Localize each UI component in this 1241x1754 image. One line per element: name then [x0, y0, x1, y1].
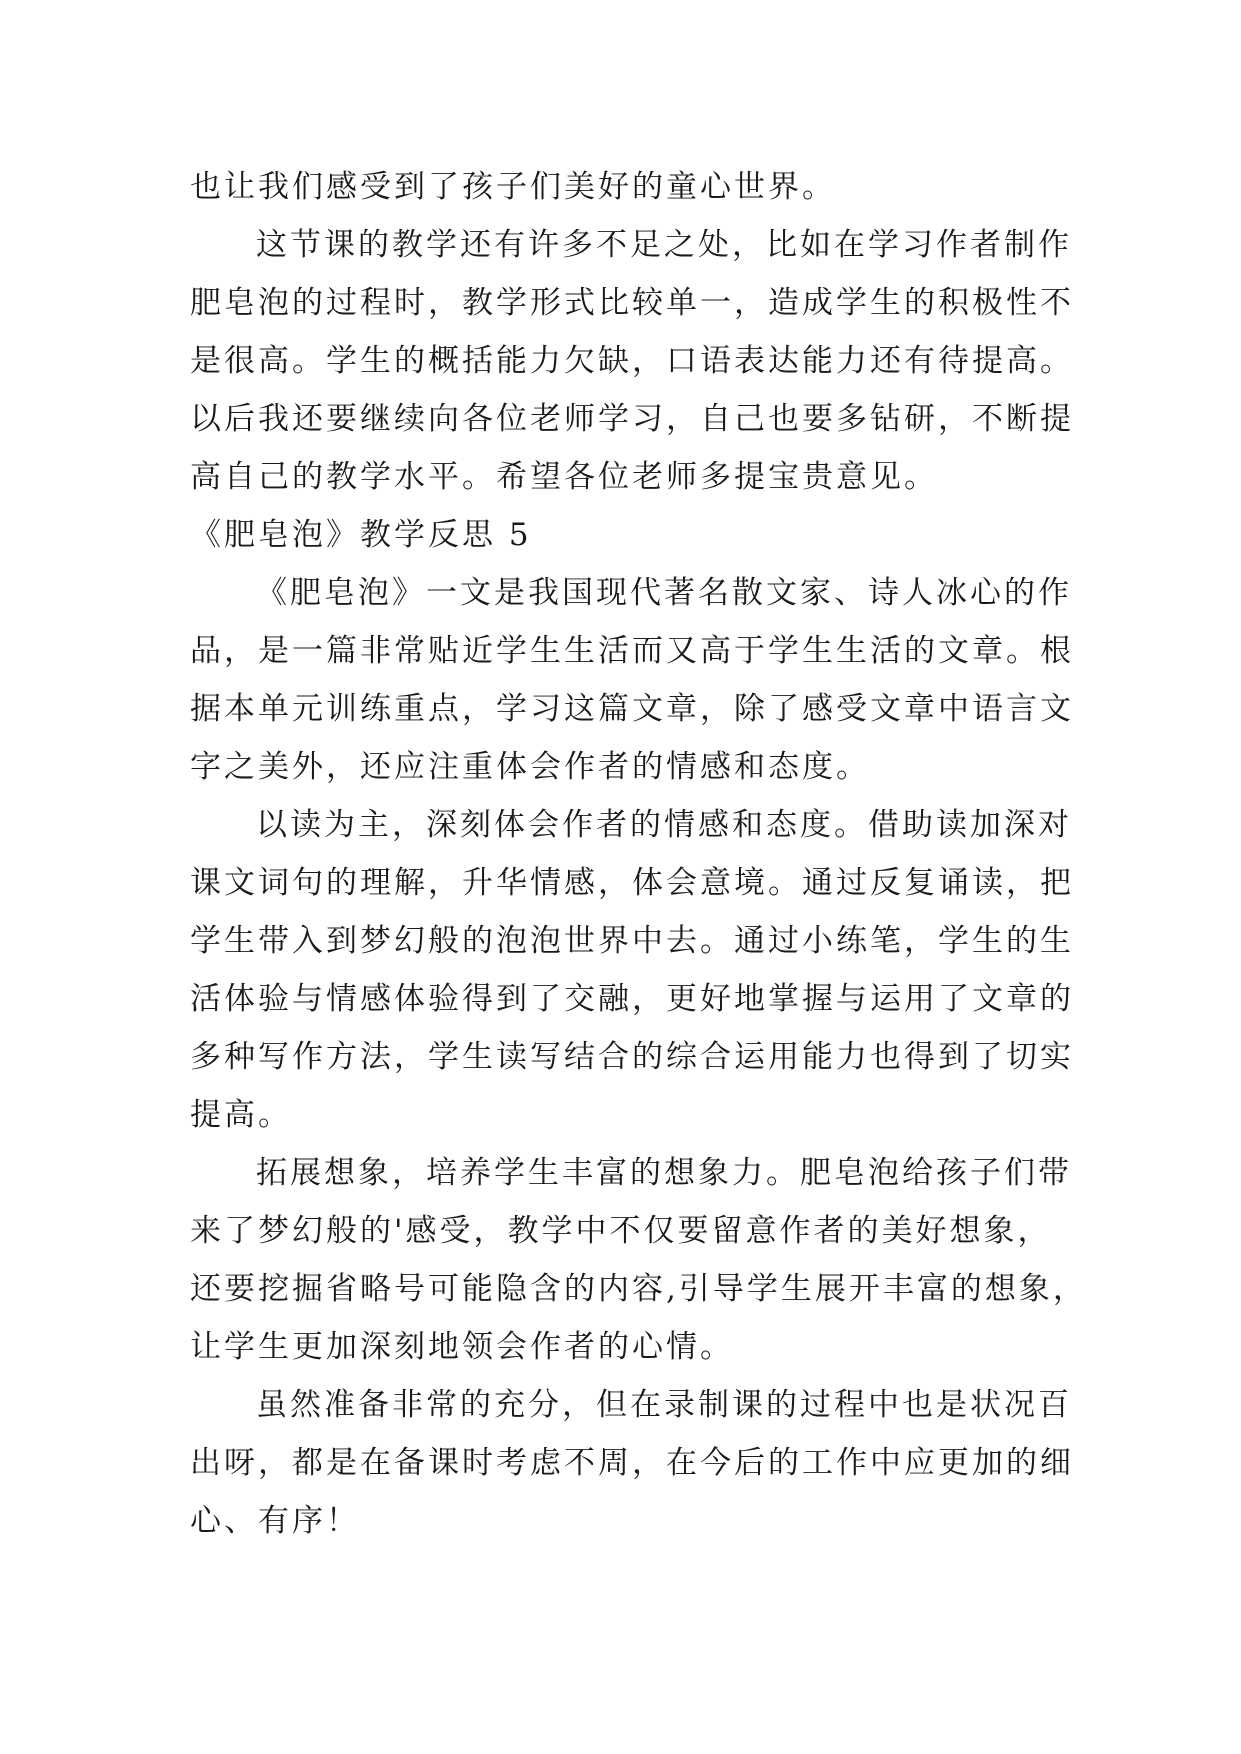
text-line: 让学生更加深刻地领会作者的心情。: [190, 1329, 734, 1365]
text-line: 品，是一篇非常贴近学生生活而又高于学生生活的文章。根: [190, 633, 1074, 669]
paragraph-first-line: 以读为主，深刻体会作者的情感和态度。借助读加深对: [256, 807, 1072, 843]
text-line: 高自己的教学水平。希望各位老师多提宝贵意见。: [190, 459, 938, 495]
text-line: 肥皂泡的过程时，教学形式比较单一，造成学生的积极性不: [190, 285, 1074, 321]
paragraph-first-line: 虽然准备非常的充分，但在录制课的过程中也是状况百: [256, 1387, 1072, 1423]
text-line: 活体验与情感体验得到了交融，更好地掌握与运用了文章的: [190, 981, 1074, 1017]
text-line: 学生带入到梦幻般的泡泡世界中去。通过小练笔，学生的生: [190, 923, 1074, 959]
text-line: 多种写作方法，学生读写结合的综合运用能力也得到了切实: [190, 1039, 1074, 1075]
text-line: 也让我们感受到了孩子们美好的童心世界。: [190, 169, 836, 205]
section-heading: 《肥皂泡》教学反思 5: [190, 517, 532, 553]
text-line: 出呀，都是在备课时考虑不周，在今后的工作中应更加的细: [190, 1445, 1074, 1481]
text-line: 提高。: [190, 1097, 292, 1133]
paragraph-first-line: 这节课的教学还有许多不足之处，比如在学习作者制作: [256, 227, 1072, 263]
document-body: [190, 158, 1087, 1550]
paragraph-first-line: 《肥皂泡》一文是我国现代著名散文家、诗人冰心的作: [256, 575, 1072, 611]
paragraph-first-line: 拓展想象，培养学生丰富的想象力。肥皂泡给孩子们带: [256, 1155, 1072, 1191]
text-line: 心、有序！: [190, 1503, 360, 1539]
text-line: 来了梦幻般的'感受，教学中不仅要留意作者的美好想象，: [190, 1213, 1052, 1249]
text-line: 据本单元训练重点，学习这篇文章，除了感受文章中语言文: [190, 691, 1074, 727]
text-line: 是很高。学生的概括能力欠缺，口语表达能力还有待提高。: [190, 343, 1074, 379]
text-line: 课文词句的理解，升华情感，体会意境。通过反复诵读，把: [190, 865, 1074, 901]
text-line: 以后我还要继续向各位老师学习，自己也要多钻研，不断提: [190, 401, 1074, 437]
text-line: 字之美外，还应注重体会作者的情感和态度。: [190, 749, 870, 785]
text-line: 还要挖掘省略号可能隐含的内容,引导学生展开丰富的想象，: [190, 1271, 1087, 1307]
